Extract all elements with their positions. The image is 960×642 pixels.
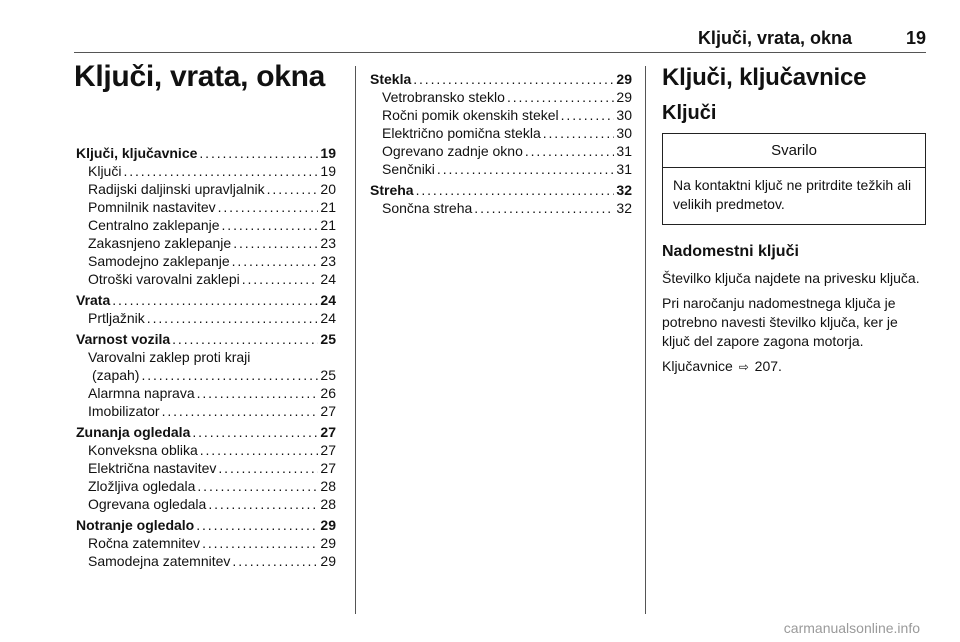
- toc-entry-title: Varnost vozila: [76, 331, 171, 347]
- toc-entry[interactable]: [76, 534, 336, 552]
- toc-entry[interactable]: [76, 216, 336, 234]
- toc-section: [370, 181, 632, 217]
- toc-entry-page: 29: [616, 89, 632, 105]
- toc-entry-main[interactable]: [370, 70, 632, 88]
- toc-entry-main[interactable]: [76, 516, 336, 534]
- column-divider: [355, 66, 356, 614]
- toc-entry-page: 29: [616, 71, 632, 87]
- section-content: [662, 64, 926, 383]
- toc-leader: [218, 459, 318, 477]
- toc-entry-main[interactable]: [76, 291, 336, 309]
- toc-entry-title: Ročna zatemnitev: [88, 535, 201, 551]
- toc-leader: [196, 516, 318, 534]
- toc-entry-main[interactable]: [370, 181, 632, 199]
- toc-entry[interactable]: [76, 402, 336, 420]
- toc-leader: [202, 534, 318, 552]
- toc-entry-page: 24: [320, 292, 336, 308]
- toc-entry-page: 27: [320, 424, 336, 440]
- toc-entry[interactable]: [76, 234, 336, 252]
- watermark: carmanualsonline.info: [783, 620, 920, 636]
- caution-title: Svarilo: [663, 134, 925, 168]
- paragraph: Številko ključa najdete na privesku ključa.: [662, 270, 920, 286]
- toc-leader: [437, 160, 615, 178]
- toc-entry-title: Ključi, ključavnice: [76, 145, 198, 161]
- toc-leader: [507, 88, 614, 106]
- toc-leader: [112, 291, 318, 309]
- toc-leader: [242, 270, 319, 288]
- toc-entry-page: 31: [616, 161, 632, 177]
- toc-entry-page: 28: [320, 478, 336, 494]
- toc-entry-page: 28: [320, 496, 336, 512]
- toc-entry-main[interactable]: [76, 423, 336, 441]
- toc-entry[interactable]: [76, 270, 336, 288]
- toc-entry-page: 32: [616, 182, 632, 198]
- toc-entry-page: 21: [320, 199, 336, 215]
- toc-leader: [561, 106, 615, 124]
- toc-entry-title-cont: (zapah): [92, 367, 140, 383]
- toc-entry-title: Zložljiva ogledala: [88, 478, 196, 494]
- toc-entry-page: 30: [616, 125, 632, 141]
- toc-entry-main[interactable]: [76, 144, 336, 162]
- toc-entry-title: Streha: [370, 182, 414, 198]
- page-number: 19: [905, 28, 926, 48]
- toc-entry-title: Vetrobransko steklo: [382, 89, 505, 105]
- toc-entry-title: Zunanja ogledala: [76, 424, 191, 440]
- toc-entry-title: Vrata: [76, 292, 111, 308]
- table-of-contents-left: [76, 144, 336, 573]
- toc-entry[interactable]: [76, 477, 336, 495]
- toc-entry-page: 21: [320, 217, 336, 233]
- subsection-heading: Nadomestni ključi: [662, 243, 799, 260]
- toc-section: [76, 423, 336, 513]
- toc-entry-title: Ogrevana ogledala: [88, 496, 207, 512]
- toc-entry[interactable]: [370, 88, 632, 106]
- toc-entry[interactable]: [76, 441, 336, 459]
- toc-leader: [416, 181, 615, 199]
- toc-entry-page: 29: [320, 517, 336, 533]
- cross-reference-text: Ključavnice: [662, 358, 733, 374]
- toc-entry[interactable]: [76, 459, 336, 477]
- toc-leader: [197, 477, 318, 495]
- toc-entry[interactable]: [76, 180, 336, 198]
- toc-leader: [267, 180, 319, 198]
- toc-entry[interactable]: [370, 142, 632, 160]
- toc-entry-page: 24: [320, 271, 336, 287]
- toc-entry-title: Otroški varovalni zaklepi: [88, 271, 240, 287]
- toc-entry-page: 27: [320, 442, 336, 458]
- toc-entry-page: 23: [320, 235, 336, 251]
- toc-entry-title: Sončna streha: [382, 200, 473, 216]
- toc-entry-title: Stekla: [370, 71, 412, 87]
- toc-entry[interactable]: [76, 552, 336, 570]
- toc-entry-page: 27: [320, 403, 336, 419]
- caution-box: [662, 133, 926, 225]
- toc-entry-page: 32: [616, 200, 632, 216]
- toc-entry[interactable]: [76, 309, 336, 327]
- toc-entry-page: 23: [320, 253, 336, 269]
- toc-entry-title: Senčniki: [382, 161, 435, 177]
- toc-entry-title: Konveksna oblika: [88, 442, 198, 458]
- toc-entry[interactable]: [370, 124, 632, 142]
- toc-entry-title: Zakasnjeno zaklepanje: [88, 235, 232, 251]
- toc-entry-title: Notranje ogledalo: [76, 517, 195, 533]
- toc-leader: [147, 309, 319, 327]
- toc-leader: [197, 384, 319, 402]
- toc-leader: [208, 495, 318, 513]
- toc-entry[interactable]: [76, 252, 336, 270]
- toc-entry-page: 29: [320, 553, 336, 569]
- section-heading: Ključi, ključavnice: [662, 64, 867, 91]
- toc-entry[interactable]: [76, 384, 336, 402]
- toc-leader: [172, 330, 318, 348]
- toc-leader: [199, 144, 318, 162]
- page-reference-arrow-icon: ⇨: [738, 360, 749, 374]
- toc-section: [370, 70, 632, 178]
- toc-leader: [525, 142, 615, 160]
- toc-entry-title: Ročni pomik okenskih stekel: [382, 107, 559, 123]
- toc-entry-page: 19: [320, 163, 336, 179]
- toc-entry-title: Samodejno zaklepanje: [88, 253, 230, 269]
- toc-section: [76, 516, 336, 570]
- toc-entry-title: Prtljažnik: [88, 310, 145, 326]
- toc-leader: [233, 234, 318, 252]
- toc-entry-title: Električna nastavitev: [88, 460, 217, 476]
- running-header: [74, 28, 926, 53]
- toc-entry-title: Pomnilnik nastavitev: [88, 199, 216, 215]
- toc-leader: [141, 366, 318, 384]
- column-divider: [645, 66, 646, 614]
- toc-leader: [218, 198, 319, 216]
- toc-entry-page: 20: [320, 181, 336, 197]
- toc-entry-title: Centralno zaklepanje: [88, 217, 220, 233]
- toc-leader: [543, 124, 615, 142]
- cross-reference[interactable]: [662, 357, 926, 377]
- toc-leader: [222, 216, 319, 234]
- toc-entry-page: 29: [320, 535, 336, 551]
- paragraph: Pri naročanju nadomestnega ključa je potrebno navesti številko ključa, ker je ključ del zapore zagona motorja.: [662, 295, 898, 349]
- toc-leader: [232, 252, 319, 270]
- toc-entry-title: Alarmna naprava: [88, 385, 195, 401]
- toc-entry-title: Električno pomična stekla: [382, 125, 541, 141]
- toc-entry-title: Ogrevano zadnje okno: [382, 143, 523, 159]
- toc-entry-continuation[interactable]: [76, 366, 336, 384]
- toc-entry-title: Radijski daljinski upravljalnik: [88, 181, 265, 197]
- toc-section: [76, 291, 336, 327]
- toc-leader: [123, 162, 318, 180]
- toc-leader: [192, 423, 318, 441]
- toc-entry-page: 27: [320, 460, 336, 476]
- toc-entry-page: 24: [320, 310, 336, 326]
- section-subheading: Ključi: [662, 102, 717, 124]
- table-of-contents-right: [370, 70, 632, 220]
- toc-section: [76, 330, 336, 420]
- toc-entry[interactable]: [76, 162, 336, 180]
- chapter-title: Ključi, vrata, okna: [74, 60, 326, 93]
- toc-entry[interactable]: [370, 199, 632, 217]
- toc-entry-title: Imobilizator: [88, 403, 160, 419]
- toc-entry-page: 25: [320, 367, 336, 383]
- toc-leader: [413, 70, 614, 88]
- toc-entry-page: 26: [320, 385, 336, 401]
- toc-entry[interactable]: [76, 495, 336, 513]
- toc-entry-page: 30: [616, 107, 632, 123]
- toc-entry-page: 19: [320, 145, 336, 161]
- toc-entry[interactable]: [76, 198, 336, 216]
- toc-entry-page: 25: [320, 331, 336, 347]
- toc-entry-title: Varovalni zaklep proti kraji: [88, 349, 251, 365]
- toc-section: [76, 144, 336, 288]
- toc-entry[interactable]: [370, 106, 632, 124]
- caution-text: Na kontaktni ključ ne pritrdite težkih ali velikih predmetov.: [673, 177, 912, 212]
- toc-leader: [232, 552, 318, 570]
- toc-entry-title: Ključi: [88, 163, 122, 179]
- cross-reference-page: 207.: [754, 358, 782, 374]
- toc-entry-title: Samodejna zatemnitev: [88, 553, 231, 569]
- toc-entry[interactable]: [370, 160, 632, 178]
- toc-leader: [474, 199, 614, 217]
- toc-entry-main[interactable]: [76, 330, 336, 348]
- running-header-title: Ključi, vrata, okna: [697, 28, 852, 48]
- toc-leader: [162, 402, 319, 420]
- toc-leader: [200, 441, 319, 459]
- toc-entry-page: 31: [616, 143, 632, 159]
- toc-entry[interactable]: [76, 348, 336, 366]
